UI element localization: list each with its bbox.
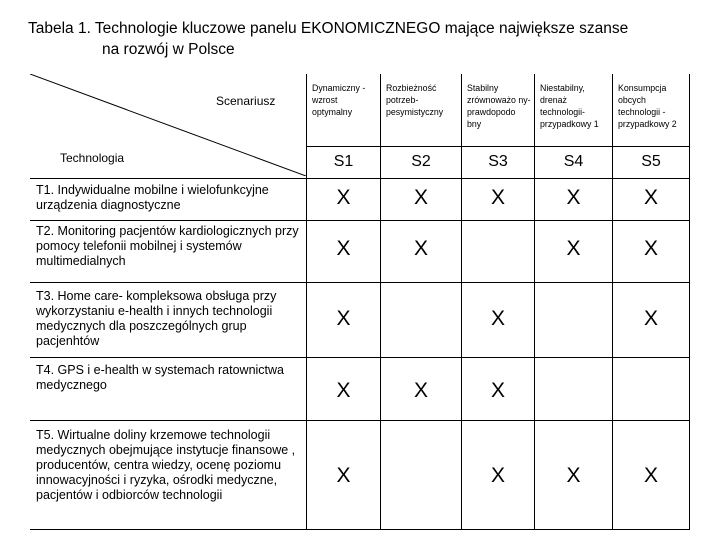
- scenario-code-s2: S2: [411, 153, 431, 170]
- table-title: [28, 18, 708, 60]
- mark-t3-s1: X: [336, 307, 351, 330]
- scenario-name-s5: Konsumpcja obcych technologii - przypadkowy 2: [618, 83, 677, 129]
- mark-t4-s1: X: [336, 379, 351, 402]
- mark-t5-s3: X: [490, 464, 505, 487]
- mark-t1-s2: X: [413, 186, 428, 209]
- mark-t4-s3: X: [490, 379, 505, 402]
- mark-t5-s5: X: [643, 464, 658, 487]
- technology-t3: T3. Home care- kompleksowa obsługa przy wykorzystaniu e-health i innych technologii medycznych dla poszczególnych grup pacjenhtów: [36, 289, 277, 348]
- mark-t4-s2: X: [413, 379, 428, 402]
- mark-t1-s3: X: [490, 186, 505, 209]
- mark-t1-s1: X: [336, 186, 351, 209]
- scenario-code-s1: S1: [333, 153, 354, 170]
- grid-line-col-5: [689, 74, 690, 530]
- mark-t1-s4: X: [566, 186, 581, 209]
- mark-t2-s2: X: [413, 237, 428, 260]
- mark-t1-s5: X: [643, 186, 658, 209]
- technology-axis-label: Technologia: [60, 151, 125, 165]
- mark-t2-s4: X: [566, 237, 581, 260]
- scenario-axis-label: Scenariusz: [216, 94, 276, 108]
- scenario-name-s3: Stabilny zrównoważo ny- prawdopodo bny: [467, 83, 531, 129]
- grid-line-row-2: [30, 220, 690, 221]
- scenario-code-s5: S5: [641, 153, 661, 170]
- technology-t1: T1. Indywidualne mobilne i wielofunkcyjne urządzenia diagnostyczne: [36, 183, 269, 212]
- technology-t5: T5. Wirtualne doliny krzemowe technologii medycznych obejmujące instytucje finansowe , producentów, centra wiedzy, ocenę poziomu innowacyjności i ryzyka, ośrodki medyczne, pacjentów i odbiorców technologii: [36, 428, 296, 502]
- scenario-name-s4: Niestabilny, drenaż technologii- przypadkowy 1: [540, 83, 599, 129]
- mark-t3-s3: X: [490, 307, 505, 330]
- grid-line-bottom: [30, 529, 690, 530]
- title-line-2: na rozwój w Polsce: [102, 41, 235, 58]
- grid-line-row-4: [30, 357, 690, 358]
- grid-line-header: [306, 146, 690, 147]
- scenario-code-s3: S3: [488, 153, 508, 170]
- mark-t2-s1: X: [336, 237, 351, 260]
- scenario-code-s4: S4: [563, 153, 584, 170]
- technology-t2: T2. Monitoring pacjentów kardiologicznych przy pomocy telefonii mobilnej i systemów multimedialnych: [36, 224, 299, 268]
- mark-t5-s1: X: [336, 464, 351, 487]
- scenario-name-s2: Rozbieżność potrzeb- pesymistyczny: [386, 83, 444, 117]
- mark-t2-s5: X: [643, 237, 658, 260]
- grid-line-row-3: [30, 282, 690, 283]
- mark-t5-s4: X: [566, 464, 581, 487]
- mark-t3-s5: X: [643, 307, 658, 330]
- grid-line-row-5: [30, 420, 690, 421]
- grid-line-row-1: [30, 178, 690, 179]
- scenario-name-s1: Dynamiczny -wzrost optymalny: [312, 83, 366, 117]
- title-line-1: Tabela 1. Technologie kluczowe panelu EKONOMICZNEGO mające największe szanse: [28, 20, 629, 37]
- technology-t4: T4. GPS i e-health w systemach ratownictwa medycznego: [36, 363, 285, 392]
